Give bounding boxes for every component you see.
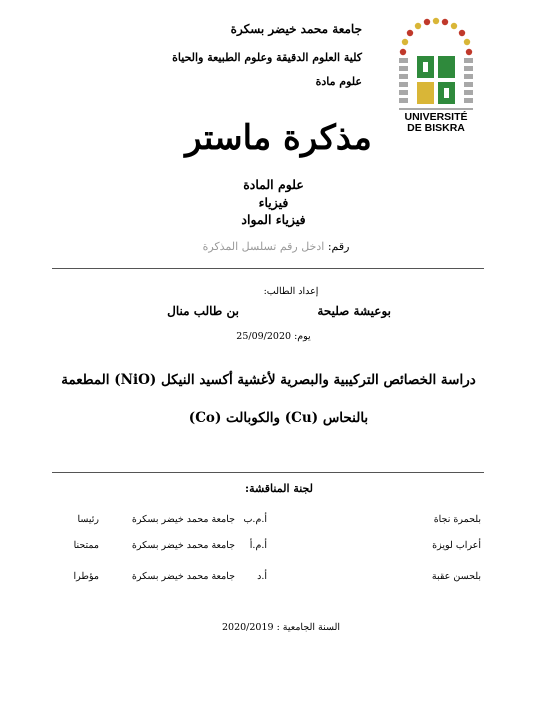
divider-top bbox=[52, 268, 484, 269]
logo-arch bbox=[400, 18, 472, 55]
serial-number-line bbox=[0, 240, 537, 253]
thesis-title-line1: دراسة الخصائص التركيبية والبصرية لأغشية أكسيد النيكل (NiO) المطعمة bbox=[61, 372, 476, 388]
jury-member-name: بلحسن عقبة bbox=[431, 571, 481, 582]
jury-title: لجنة المناقشة: bbox=[245, 482, 313, 495]
defense-date: يوم: 25/09/2020 bbox=[236, 331, 311, 342]
logo-text-line1: UNIVERSITÉ bbox=[404, 111, 468, 123]
jury-member-university: جامعة محمد خيضر بسكرة bbox=[131, 571, 235, 582]
jury-member-rank: أ.د bbox=[257, 571, 267, 582]
jury-member-name: بلحمرة نجاة bbox=[433, 514, 481, 525]
field-domain: علوم المادة bbox=[243, 177, 304, 192]
divider-bottom bbox=[52, 472, 484, 473]
jury-row bbox=[0, 514, 537, 528]
jury-row bbox=[0, 540, 537, 554]
serial-label: رقم: bbox=[327, 240, 350, 253]
student-name: بوعيشة صليحة bbox=[317, 304, 391, 318]
prepared-by-label: إعداد الطالب: bbox=[263, 286, 319, 297]
student-name: بن طالب منال bbox=[167, 304, 239, 318]
memo-title: مذكرة ماستر bbox=[185, 118, 372, 158]
university-name: جامعة محمد خيضر بسكرة bbox=[230, 22, 362, 36]
logo-text-line2: DE BISKRA bbox=[407, 122, 465, 134]
academic-year: السنة الجامعية : 2020/2019 bbox=[222, 622, 340, 633]
serial-placeholder[interactable]: ادخل رقم تسلسل المذكرة bbox=[202, 240, 325, 253]
faculty-name: كلية العلوم الدقيقة وعلوم الطبيعة والحياة bbox=[172, 51, 362, 64]
thesis-title-line2: بالنحاس (Cu) والكوبالت (Co) bbox=[188, 410, 369, 426]
jury-member-name: أعراب لويزة bbox=[432, 540, 481, 551]
jury-member-rank: أ.م.ب bbox=[243, 514, 267, 525]
jury-member-role: مؤطرا bbox=[73, 571, 99, 582]
jury-member-university: جامعة محمد خيضر بسكرة bbox=[131, 540, 235, 551]
department-name: علوم مادة bbox=[315, 75, 362, 88]
jury-member-role: ممتحنا bbox=[73, 540, 99, 551]
jury-member-role: رئيسا bbox=[77, 514, 99, 525]
field-specialty: فيزياء المواد bbox=[241, 212, 306, 227]
field-branch: فيزياء bbox=[258, 195, 289, 210]
jury-row bbox=[0, 571, 537, 585]
jury-member-rank: أ.م.أ bbox=[249, 540, 267, 551]
jury-member-university: جامعة محمد خيضر بسكرة bbox=[131, 514, 235, 525]
